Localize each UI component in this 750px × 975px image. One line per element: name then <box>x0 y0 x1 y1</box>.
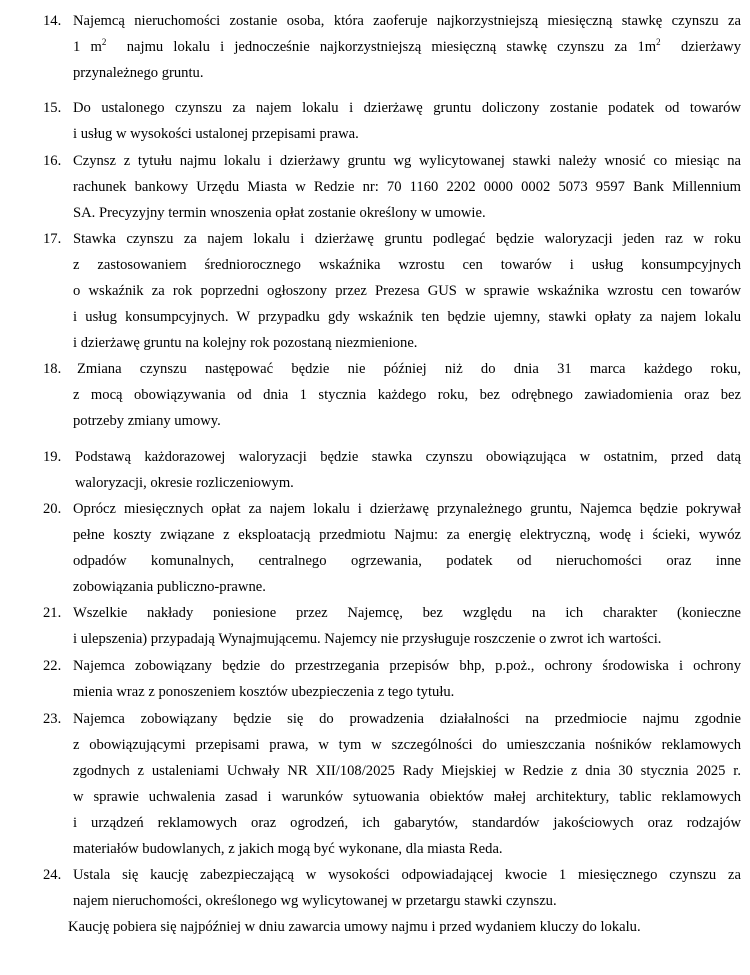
clause-line <box>73 34 741 60</box>
clause-line: przynależnego gruntu. <box>73 65 204 81</box>
clause-line: Najemca zobowiązany będzie do przestrzegania przepisów bhp, p.poż., ochrony środowiska i ochrony <box>73 658 741 674</box>
clause-number: 23. <box>43 711 62 727</box>
clause-number: 16. <box>43 153 62 169</box>
clause-number: 19. <box>43 449 62 465</box>
text-run: 1 m <box>73 39 102 55</box>
superscript: 2 <box>101 37 107 48</box>
clause-line: Zmiana czynszu następować będzie nie później niż do dnia 31 marca każdego roku, <box>77 361 741 377</box>
superscript: 2 <box>656 37 661 48</box>
clause-number: 21. <box>43 605 62 621</box>
clause-number: 22. <box>43 658 62 674</box>
clause-number: 17. <box>43 231 62 247</box>
clause-line: Oprócz miesięcznych opłat za najem lokalu i dzierżawę przynależnego gruntu, Najemca będzie pokrywał <box>73 501 741 517</box>
clause-line: najem nieruchomości, określonego wg wylicytowanej w przetargu stawki czynszu. <box>73 893 557 909</box>
clause-line: zgodnych z ustaleniami Uchwały NR XII/108/2025 Rady Miejskiej w Redzie z dnia 30 stycznia 2025 r. <box>73 763 741 779</box>
clause-line: i usług konsumpcyjnych. W przypadku gdy wskaźnik ten będzie ujemny, stawki opłaty za najem lokalu <box>73 309 741 325</box>
clause-line: Najemca zobowiązany będzie się do prowadzenia działalności na przedmiocie najmu zgodnie <box>73 711 741 727</box>
clause-number: 15. <box>43 100 62 116</box>
clause-line: potrzeby zmiany umowy. <box>73 413 221 429</box>
clause-line: waloryzacji, okresie rozliczeniowym. <box>75 475 294 491</box>
clause-number: 18. <box>43 361 62 377</box>
clause-line: i usług w wysokości ustalonej przepisami prawa. <box>73 126 359 142</box>
clause-line: o wskaźnik za rok poprzedni ogłoszony przez Prezesa GUS w sprawie wskaźnika wzrostu cen towarów <box>73 283 741 299</box>
clause-line: Stawka czynszu za najem lokalu i dzierżawę gruntu podlegać będzie waloryzacji jeden raz w roku <box>73 231 741 247</box>
clause-line: Ustala się kaucję zabezpieczającą w wysokości odpowiadającej kwocie 1 miesięcznego czynszu za <box>73 867 741 883</box>
clause-number: 20. <box>43 501 62 517</box>
clause-line: Czynsz z tytułu najmu lokalu i dzierżawy gruntu wg wylicytowanej stawki należy wnosić co miesiąc na <box>73 153 741 169</box>
clause-line: Wszelkie nakłady poniesione przez Najemcę, bez względu na ich charakter (konieczne <box>73 605 741 621</box>
clause-line: i ulepszenia) przypadają Wynajmującemu. Najemcy nie przysługuje roszczenie o zwrot ich wartości. <box>73 631 662 647</box>
clause-line: rachunek bankowy Urzędu Miasta w Redzie nr: 70 1160 2202 0000 0002 5073 9597 Bank Millennium <box>73 179 741 195</box>
clause-line: Do ustalonego czynszu za najem lokalu i dzierżawę gruntu doliczony zostanie podatek od towarów <box>73 100 741 116</box>
clause-line: odpadów komunalnych, centralnego ogrzewania, podatek od nieruchomości oraz inne <box>73 553 741 569</box>
clause-line: w sprawie uchwalenia zasad i warunków sytuowania obiektów małej architektury, tablic reklamowych <box>73 789 741 805</box>
clause-line: z obowiązującymi przepisami prawa, w tym w szczególności do umieszczania nośników reklamowych <box>73 737 741 753</box>
clause-line: z zastosowaniem średniorocznego wskaźnika wzrostu cen towarów i usług konsumpcyjnych <box>73 257 741 273</box>
clause-line: Podstawą każdorazowej waloryzacji będzie stawka czynszu obowiązująca w ostatnim, przed datą <box>75 449 741 465</box>
text-run: dzierżawy <box>660 39 741 55</box>
clause-number: 14. <box>43 13 62 29</box>
clause-line: i dzierżawę gruntu na kolejny rok pozostaną niezmienione. <box>73 335 418 351</box>
clause-line: z mocą obowiązywania od dnia 1 stycznia każdego roku, bez odrębnego zawiadomienia oraz bez <box>73 387 741 403</box>
clause-line: materiałów budowlanych, z jakich mogą być wykonane, dla miasta Reda. <box>73 841 503 857</box>
text-run: najmu lokalu i jednocześnie najkorzystniejszą miesięczną stawkę czynszu za 1m <box>106 39 657 55</box>
closing-note: Kaucję pobiera się najpóźniej w dniu zawarcia umowy najmu i przed wydaniem kluczy do lokalu. <box>68 919 641 935</box>
clause-number: 24. <box>43 867 62 883</box>
clause-line: pełne koszty związane z eksploatacją przedmiotu Najmu: za energię elektryczną, wodę i ścieki, wywóz <box>73 527 741 543</box>
clause-line: mienia wraz z ponoszeniem kosztów ubezpieczenia z tego tytułu. <box>73 684 455 700</box>
clause-line: SA. Precyzyjny termin wnoszenia opłat zostanie określony w umowie. <box>73 205 486 221</box>
clause-line: i urządzeń reklamowych oraz ogrodzeń, ich gabarytów, standardów jakościowych oraz rodzajów <box>73 815 741 831</box>
clause-line: zobowiązania publiczno-prawne. <box>73 579 266 595</box>
clause-line: Najemcą nieruchomości zostanie osoba, która zaoferuje najkorzystniejszą miesięczną stawkę czynszu za <box>73 13 741 29</box>
